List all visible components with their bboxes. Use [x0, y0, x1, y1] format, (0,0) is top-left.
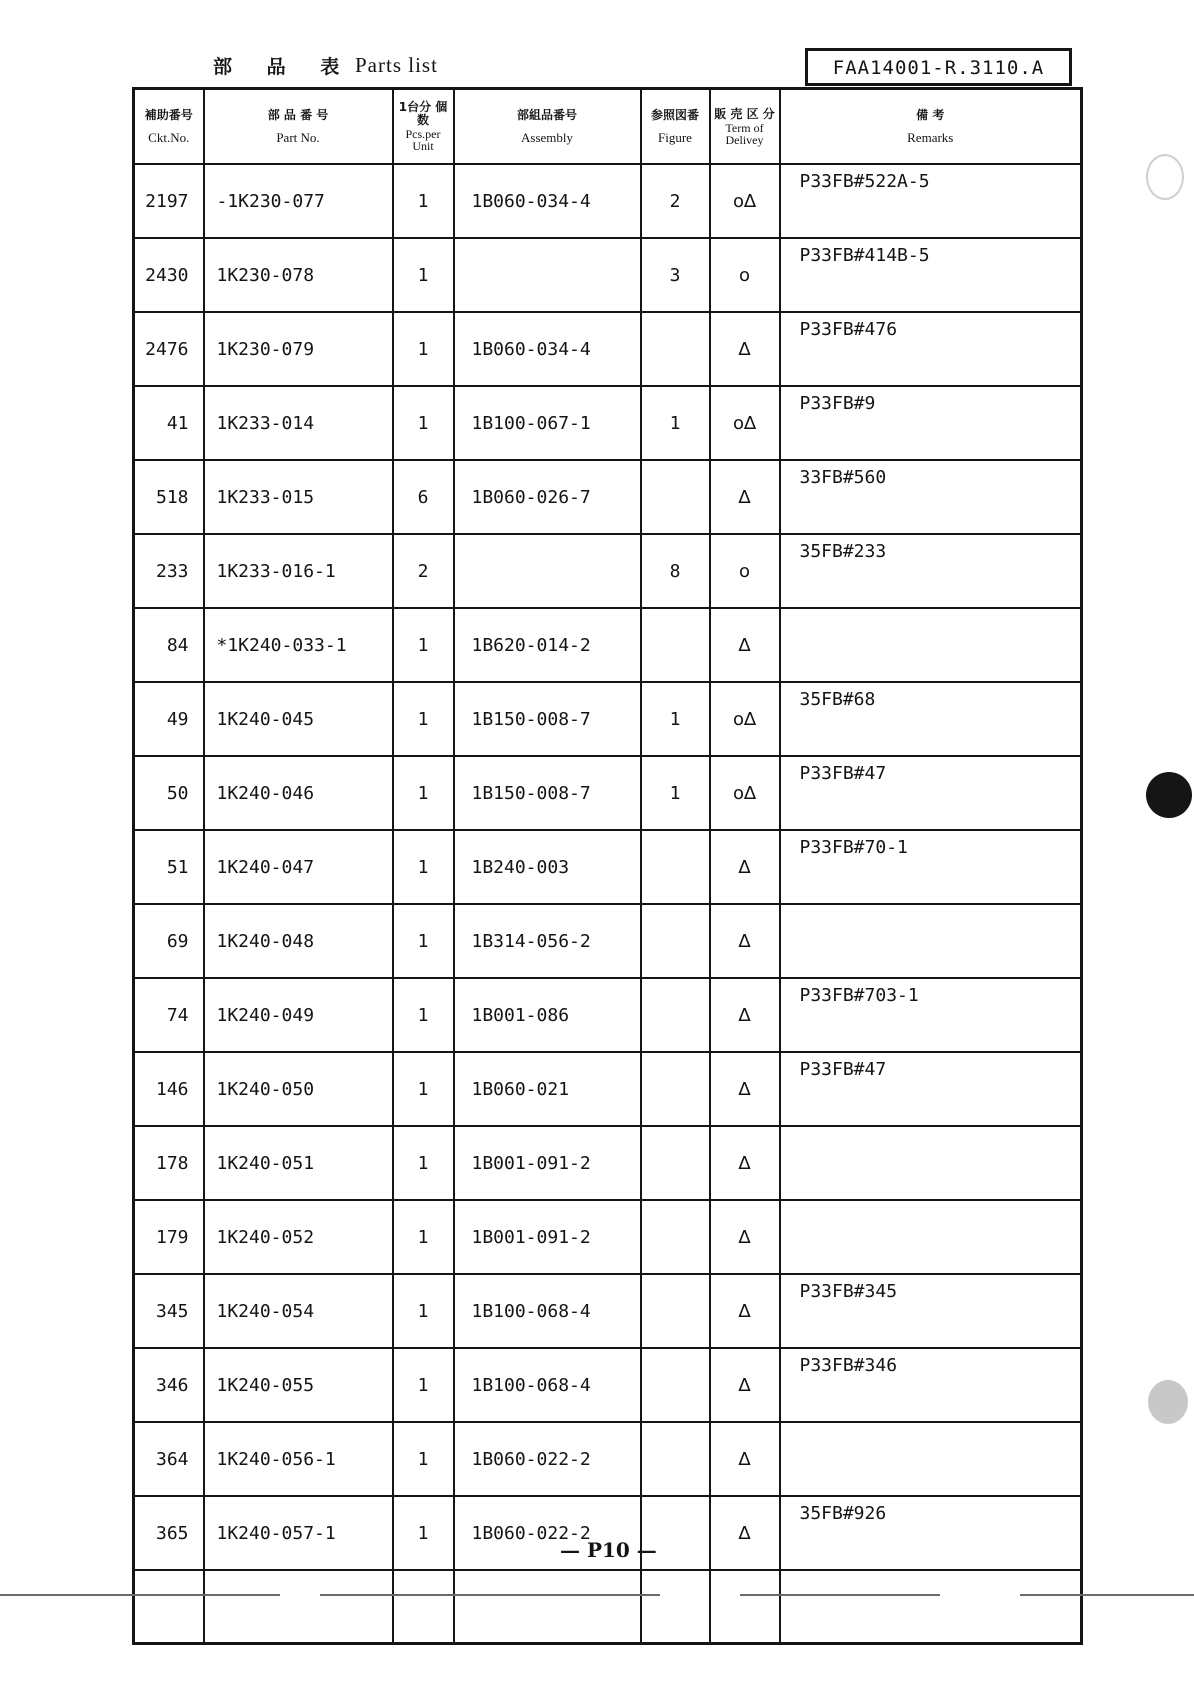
cell-empty — [454, 1570, 641, 1644]
cell-assembly — [454, 534, 641, 608]
cell-qty: 1 — [393, 312, 454, 386]
cell-remarks: P33FB#345 — [780, 1274, 1082, 1348]
cell-qty: 1 — [393, 608, 454, 682]
col-header-assembly-en: Assembly — [521, 130, 573, 145]
cell-assembly: 1B060-022-2 — [454, 1496, 641, 1570]
cell-assembly: 1B001-091-2 — [454, 1200, 641, 1274]
cell-qty: 1 — [393, 164, 454, 238]
cell-delivery: ∆ — [710, 1200, 780, 1274]
cell-part-no: 1K240-054 — [204, 1274, 393, 1348]
cell-remarks: P33FB#70-1 — [780, 830, 1082, 904]
cell-empty — [393, 1570, 454, 1644]
table-row — [134, 608, 1082, 682]
cell-qty: 1 — [393, 1274, 454, 1348]
cell-qty: 2 — [393, 534, 454, 608]
cell-ckt: 41 — [134, 386, 204, 460]
cell-figure — [641, 312, 710, 386]
cell-figure — [641, 1126, 710, 1200]
cell-part-no: 1K230-079 — [204, 312, 393, 386]
cell-empty — [134, 1570, 204, 1644]
table-row — [134, 830, 1082, 904]
cell-part-no: 1K240-051 — [204, 1126, 393, 1200]
page-title-japanese: 部 品 表 — [213, 56, 354, 78]
cell-remarks — [780, 904, 1082, 978]
cell-delivery: ∆ — [710, 312, 780, 386]
cell-delivery: o∆ — [710, 164, 780, 238]
cell-figure — [641, 978, 710, 1052]
binder-hole-mark — [1146, 772, 1192, 818]
cell-ckt: 146 — [134, 1052, 204, 1126]
bottom-rule-left — [0, 1594, 280, 1596]
cell-assembly: 1B060-026-7 — [454, 460, 641, 534]
table-row — [134, 164, 1082, 238]
cell-delivery: ∆ — [710, 1274, 780, 1348]
cell-ckt: 84 — [134, 608, 204, 682]
cell-assembly: 1B150-008-7 — [454, 682, 641, 756]
cell-assembly: 1B001-086 — [454, 978, 641, 1052]
cell-remarks: P33FB#414B-5 — [780, 238, 1082, 312]
cell-ckt: 233 — [134, 534, 204, 608]
cell-part-no: 1K240-057-1 — [204, 1496, 393, 1570]
cell-ckt: 50 — [134, 756, 204, 830]
cell-figure: 3 — [641, 238, 710, 312]
cell-assembly: 1B001-091-2 — [454, 1126, 641, 1200]
cell-delivery: o — [710, 238, 780, 312]
cell-delivery: o — [710, 534, 780, 608]
col-header-figure — [641, 89, 710, 165]
cell-qty: 1 — [393, 238, 454, 312]
cell-part-no: 1K240-049 — [204, 978, 393, 1052]
cell-part-no: 1K233-015 — [204, 460, 393, 534]
table-row — [134, 1052, 1082, 1126]
cell-assembly: 1B150-008-7 — [454, 756, 641, 830]
cell-remarks: 35FB#68 — [780, 682, 1082, 756]
cell-ckt: 49 — [134, 682, 204, 756]
col-header-remarks — [780, 89, 1082, 165]
col-header-ckt-en: Ckt.No. — [148, 130, 190, 145]
table-row-empty — [134, 1570, 1082, 1644]
cell-remarks: 35FB#233 — [780, 534, 1082, 608]
cell-assembly: 1B100-068-4 — [454, 1274, 641, 1348]
cell-qty: 1 — [393, 682, 454, 756]
table-row — [134, 1200, 1082, 1274]
cell-ckt: 365 — [134, 1496, 204, 1570]
cell-qty: 1 — [393, 1422, 454, 1496]
cell-qty: 1 — [393, 386, 454, 460]
cell-part-no: 1K240-047 — [204, 830, 393, 904]
cell-qty: 6 — [393, 460, 454, 534]
cell-ckt: 345 — [134, 1274, 204, 1348]
scan-mark-circle — [1146, 154, 1184, 200]
cell-part-no: 1K240-046 — [204, 756, 393, 830]
col-header-qty — [393, 89, 454, 165]
cell-empty — [710, 1570, 780, 1644]
table-header-row — [134, 89, 1082, 165]
cell-ckt: 51 — [134, 830, 204, 904]
col-header-qty-jp: 1台分 個 数 — [398, 100, 448, 127]
cell-assembly: 1B240-003 — [454, 830, 641, 904]
cell-figure — [641, 1052, 710, 1126]
col-header-delivery-jp: 販 売 区 分 — [714, 106, 775, 121]
col-header-part-en: Part No. — [276, 130, 320, 145]
cell-remarks: P33FB#346 — [780, 1348, 1082, 1422]
table-row — [134, 978, 1082, 1052]
col-header-qty-en: Pcs.per Unit — [405, 127, 441, 153]
cell-figure: 1 — [641, 682, 710, 756]
cell-qty: 1 — [393, 1052, 454, 1126]
cell-figure — [641, 904, 710, 978]
cell-assembly: 1B620-014-2 — [454, 608, 641, 682]
cell-part-no: 1K240-050 — [204, 1052, 393, 1126]
cell-ckt: 2430 — [134, 238, 204, 312]
cell-part-no: -1K230-077 — [204, 164, 393, 238]
scan-mark-dot — [1148, 1380, 1188, 1424]
cell-figure — [641, 608, 710, 682]
cell-part-no: 1K233-016-1 — [204, 534, 393, 608]
col-header-part — [204, 89, 393, 165]
parts-table — [132, 87, 1083, 1645]
cell-delivery: ∆ — [710, 978, 780, 1052]
cell-delivery: ∆ — [710, 460, 780, 534]
cell-qty: 1 — [393, 1348, 454, 1422]
cell-figure: 1 — [641, 386, 710, 460]
bottom-rule-edge — [1020, 1594, 1194, 1596]
table-row — [134, 534, 1082, 608]
cell-delivery: o∆ — [710, 682, 780, 756]
cell-assembly: 1B060-034-4 — [454, 164, 641, 238]
col-header-delivery — [710, 89, 780, 165]
table-row — [134, 1422, 1082, 1496]
cell-figure: 1 — [641, 756, 710, 830]
col-header-figure-jp: 参照図番 — [650, 108, 699, 122]
table-row — [134, 386, 1082, 460]
cell-delivery: ∆ — [710, 1422, 780, 1496]
bottom-rule-mid — [320, 1594, 660, 1596]
cell-delivery: ∆ — [710, 830, 780, 904]
page-number: — P10 — — [560, 1538, 657, 1562]
cell-qty: 1 — [393, 904, 454, 978]
cell-ckt: 346 — [134, 1348, 204, 1422]
cell-remarks: P33FB#703-1 — [780, 978, 1082, 1052]
table-row — [134, 1126, 1082, 1200]
cell-ckt: 69 — [134, 904, 204, 978]
cell-part-no: 1K240-056-1 — [204, 1422, 393, 1496]
cell-ckt: 179 — [134, 1200, 204, 1274]
cell-ckt: 74 — [134, 978, 204, 1052]
cell-remarks: 33FB#560 — [780, 460, 1082, 534]
cell-delivery: ∆ — [710, 608, 780, 682]
cell-assembly: 1B060-021 — [454, 1052, 641, 1126]
cell-qty: 1 — [393, 1126, 454, 1200]
cell-qty: 1 — [393, 830, 454, 904]
table-row — [134, 682, 1082, 756]
cell-delivery: ∆ — [710, 1126, 780, 1200]
bottom-rule-right — [740, 1594, 940, 1596]
cell-figure — [641, 830, 710, 904]
cell-part-no: 1K240-045 — [204, 682, 393, 756]
col-header-delivery-en: Term of Delivey — [725, 120, 764, 147]
cell-remarks: P33FB#9 — [780, 386, 1082, 460]
cell-part-no: 1K240-055 — [204, 1348, 393, 1422]
cell-qty: 1 — [393, 1200, 454, 1274]
cell-delivery: ∆ — [710, 904, 780, 978]
cell-figure — [641, 1422, 710, 1496]
cell-remarks: P33FB#47 — [780, 756, 1082, 830]
cell-figure: 8 — [641, 534, 710, 608]
cell-empty — [780, 1570, 1082, 1644]
cell-part-no: 1K230-078 — [204, 238, 393, 312]
col-header-ckt-jp: 補助番号 — [144, 108, 193, 122]
cell-remarks: P33FB#476 — [780, 312, 1082, 386]
cell-part-no: 1K240-052 — [204, 1200, 393, 1274]
page-title-english: Parts list — [355, 53, 438, 77]
cell-remarks — [780, 1200, 1082, 1274]
col-header-ckt — [134, 89, 204, 165]
cell-delivery: ∆ — [710, 1496, 780, 1570]
cell-delivery: o∆ — [710, 386, 780, 460]
cell-remarks: P33FB#47 — [780, 1052, 1082, 1126]
table-row — [134, 238, 1082, 312]
cell-empty — [641, 1570, 710, 1644]
cell-assembly: 1B060-034-4 — [454, 312, 641, 386]
table-row — [134, 904, 1082, 978]
col-header-assembly-jp: 部組品番号 — [516, 108, 577, 122]
cell-assembly: 1B100-068-4 — [454, 1348, 641, 1422]
cell-part-no: 1K240-048 — [204, 904, 393, 978]
cell-remarks: 35FB#926 — [780, 1496, 1082, 1570]
cell-ckt: 2197 — [134, 164, 204, 238]
cell-ckt: 518 — [134, 460, 204, 534]
cell-remarks — [780, 608, 1082, 682]
col-header-remarks-jp: 備 考 — [916, 108, 945, 122]
cell-remarks: P33FB#522A-5 — [780, 164, 1082, 238]
cell-assembly: 1B060-022-2 — [454, 1422, 641, 1496]
col-header-assembly — [454, 89, 641, 165]
document-number-box: FAA14001-R.3110.A — [805, 48, 1072, 86]
cell-figure: 2 — [641, 164, 710, 238]
table-row — [134, 312, 1082, 386]
table-row — [134, 1348, 1082, 1422]
cell-ckt: 2476 — [134, 312, 204, 386]
cell-remarks — [780, 1422, 1082, 1496]
cell-ckt: 178 — [134, 1126, 204, 1200]
cell-ckt: 364 — [134, 1422, 204, 1496]
cell-assembly: 1B100-067-1 — [454, 386, 641, 460]
cell-remarks — [780, 1126, 1082, 1200]
cell-assembly: 1B314-056-2 — [454, 904, 641, 978]
cell-delivery: ∆ — [710, 1348, 780, 1422]
cell-delivery: ∆ — [710, 1052, 780, 1126]
cell-qty: 1 — [393, 978, 454, 1052]
col-header-part-jp: 部 品 番 号 — [267, 108, 329, 122]
cell-assembly — [454, 238, 641, 312]
col-header-figure-en: Figure — [658, 130, 692, 145]
table-row — [134, 756, 1082, 830]
table-row — [134, 1274, 1082, 1348]
cell-part-no: *1K240-033-1 — [204, 608, 393, 682]
cell-qty: 1 — [393, 1496, 454, 1570]
table-row — [134, 460, 1082, 534]
col-header-remarks-en: Remarks — [907, 130, 954, 145]
cell-figure — [641, 1274, 710, 1348]
cell-delivery: o∆ — [710, 756, 780, 830]
cell-figure — [641, 1348, 710, 1422]
cell-qty: 1 — [393, 756, 454, 830]
cell-figure — [641, 460, 710, 534]
cell-part-no: 1K233-014 — [204, 386, 393, 460]
cell-empty — [204, 1570, 393, 1644]
cell-figure — [641, 1200, 710, 1274]
